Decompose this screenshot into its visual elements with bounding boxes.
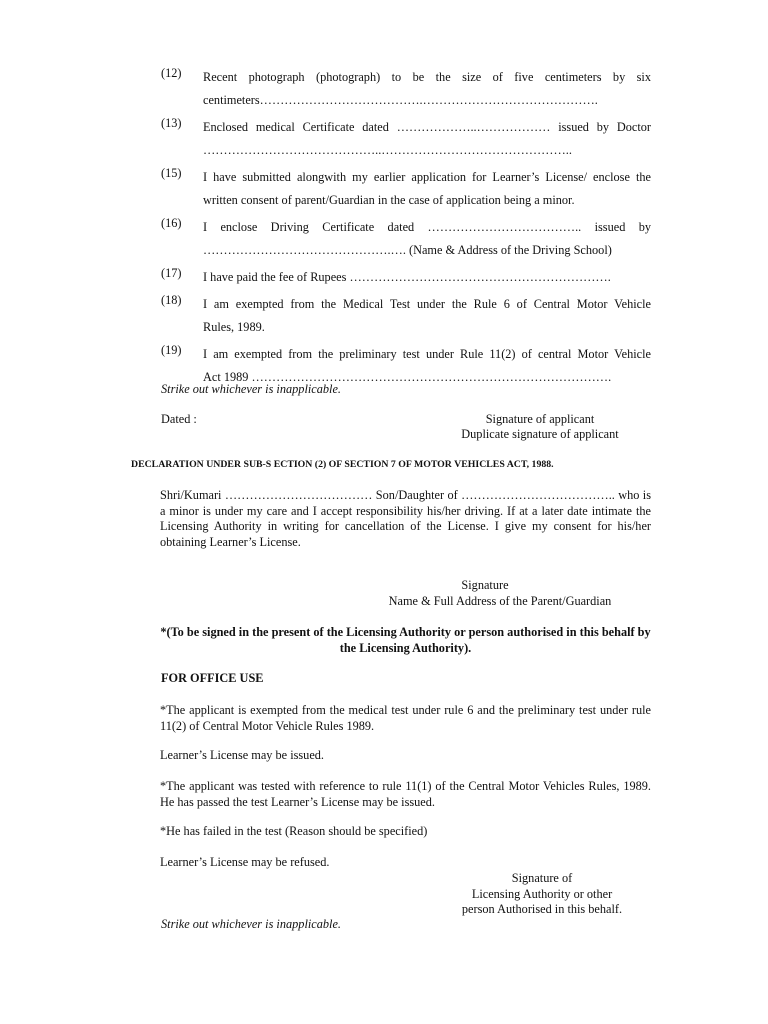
item-text-line: I have paid the fee of Rupees ……………………………………………………….	[203, 270, 611, 284]
office-test-failed-text: *He has failed in the test (Reason should be specified)	[160, 824, 428, 838]
list-item	[161, 66, 651, 112]
office-use-heading: FOR OFFICE USE	[161, 671, 264, 685]
item-text-line: I have submitted alongwith my earlier application for Learner’s License/ enclose the	[203, 170, 651, 184]
applicant-signature-block	[440, 412, 640, 442]
application-items-list	[161, 66, 651, 393]
item-number: (13)	[161, 116, 182, 130]
item-number: (12)	[161, 66, 182, 80]
authority-signature-line: Signature of	[511, 871, 573, 885]
item-text-line: Enclosed medical Certificate dated ………………..……………… issued by Doctor	[203, 120, 651, 134]
strike-out-note: Strike out whichever is inapplicable.	[161, 382, 341, 396]
item-text-line: ……………………………………….…. (Name & Address of the Driving School)	[203, 243, 612, 257]
list-item	[161, 293, 651, 339]
item-number: (17)	[161, 266, 182, 280]
guardian-signature-label: Signature	[461, 578, 509, 592]
list-item	[161, 116, 651, 162]
applicant-signature-label: Signature of applicant	[485, 412, 595, 426]
authority-signature-block	[430, 871, 654, 918]
item-text-line: Recent photograph (photograph) to be the size of five centimeters by six	[203, 70, 651, 84]
declaration-heading: DECLARATION UNDER SUB-S ECTION (2) OF SECTION 7 OF MOTOR VEHICLES ACT, 1988.	[131, 459, 554, 470]
list-item	[161, 166, 651, 212]
item-number: (19)	[161, 343, 182, 357]
authority-signing-note: *(To be signed in the present of the Licensing Authority or person authorised in this behalf by the Licensing Authority).	[160, 625, 651, 655]
item-text-line: I am exempted from the Medical Test under the Rule 6 of Central Motor Vehicle	[203, 297, 651, 311]
strike-out-note: Strike out whichever is inapplicable.	[161, 917, 341, 931]
declaration-text: Shri/Kumari ……………………………… Son/Daughter of ……………………………….. who is a minor is under my care and I accept responsibility his/her driving. If at a later date intimate the Licensing Authority in writing for cancellation of the License. I give my consent for his/her obtaining Learner’s License.	[160, 488, 651, 549]
item-text-line: I am exempted from the preliminary test under Rule 11(2) of central Motor Vehicle	[203, 347, 651, 361]
office-test-passed-text: *The applicant was tested with reference to rule 11(1) of the Central Motor Vehicles Rules, 1989. He has passed the test Learner’s License may be issued.	[160, 779, 651, 809]
item-number: (16)	[161, 216, 182, 230]
item-number: (18)	[161, 293, 182, 307]
item-text-line: ……………………………………..………………………………………..	[203, 143, 572, 157]
item-number: (15)	[161, 166, 182, 180]
item-text-line: written consent of parent/Guardian in the case of application being a minor.	[203, 193, 575, 207]
office-license-refused-text: Learner’s License may be refused.	[160, 855, 330, 869]
list-item	[161, 216, 651, 262]
item-text-line: Act 1989 …………………………………………………………………………….	[203, 370, 612, 384]
item-text-line: Rules, 1989.	[203, 320, 265, 334]
dated-label: Dated :	[161, 412, 197, 426]
list-item	[161, 266, 651, 289]
item-text-line: I enclose Driving Certificate dated ……………………………….. issued by	[203, 220, 651, 234]
authority-signature-line: person Authorised in this behalf.	[461, 902, 623, 916]
guardian-name-address-label: Name & Full Address of the Parent/Guardian	[388, 594, 612, 608]
authority-signature-line: Licensing Authority or other	[471, 886, 613, 901]
duplicate-signature-label: Duplicate signature of applicant	[461, 427, 619, 441]
office-license-issued-text: Learner’s License may be issued.	[160, 748, 325, 762]
item-text-line: centimeters………………………………….…………………………………….	[203, 93, 598, 107]
office-exemption-text: *The applicant is exempted from the medical test under rule 6 and the preliminary test under rule 11(2) of Central Motor Vehicle Rules 1989.	[160, 703, 651, 733]
